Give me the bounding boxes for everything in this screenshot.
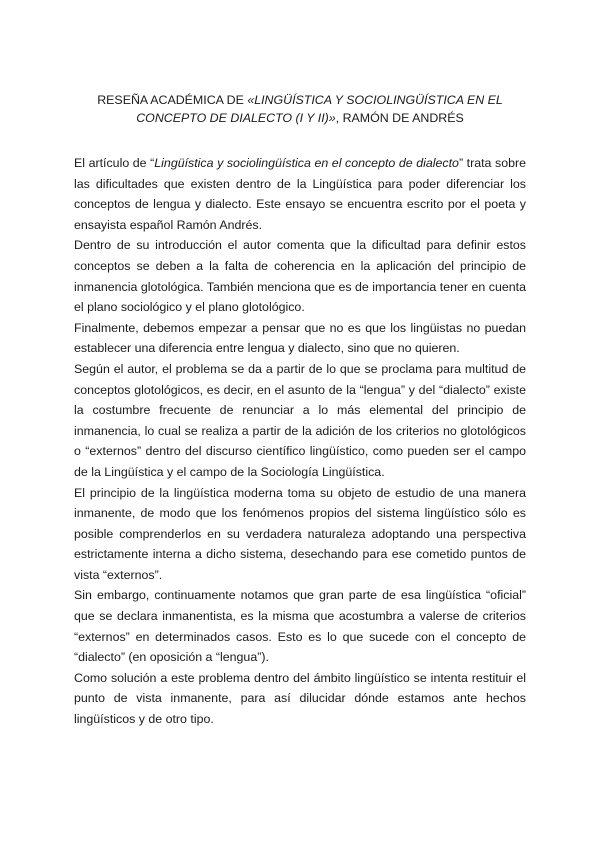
paragraph-4: Según el autor, el problema se da a partir de lo que se proclama para multitud de conceptos glotológicos, es decir, en el asunto de la “lengua” y del “dialecto” existe la costumbre frecuente de renunciar a lo más elemental del principio de inmanencia, lo cual se realiza a partir de la adición de los criterios no glotológicos o “externos” dentro del discurso científico lingüístico, como pueden ser el campo de la Lingüística y el campo de la Sociología Lingüística. — [74, 361, 526, 479]
paragraph-3: Finalmente, debemos empezar a pensar que no es que los lingüistas no puedan establecer una diferencia entre lengua y dialecto, sino que no quieren. — [74, 320, 526, 356]
paragraph-7: Como solución a este problema dentro del ámbito lingüístico se intenta restituir el punto de vista inmanente, para así dilucidar dónde estamos ante hechos lingüísticos y de otro tipo. — [74, 670, 526, 727]
paragraph-2: Dentro de su introducción el autor comenta que la dificultad para definir estos conceptos se deben a la falta de coherencia en la aplicación del principio de inmanencia glotológica. También menciona que es de importancia tener en cuenta el plano sociológico y el plano glotológico. — [74, 238, 526, 315]
document-title — [74, 91, 526, 127]
paragraph-1-post: ” trata sobre las dificultades que existen dentro de la Lingüística para poder diferenciar los conceptos de lengua y dialecto. Este ensayo se encuentra escrito por el poeta y ensayista español Ramón Andrés. — [74, 156, 526, 232]
article-title: Lingüística y sociolingüística en el concepto de dialecto — [154, 156, 459, 170]
title-work: «LINGÜÍSTICA Y SOCIOLINGÜÍSTICA EN EL CONCEPTO DE DIALECTO (I Y II)» — [136, 93, 503, 125]
document-body — [74, 153, 526, 730]
paragraph-1-pre: El artículo de “ — [74, 156, 155, 170]
paragraph-6: Sin embargo, continuamente notamos que gran parte de esa lingüística “oficial” que se declara inmanentista, es la misma que acostumbra a valerse de criterios “externos” en determinados casos. Esto es lo que sucede con el concepto de “dialecto” (en oposición a “lengua”). — [74, 588, 526, 665]
paragraph-5: El principio de la lingüística moderna toma su objeto de estudio de una manera inmanente, de modo que los fenómenos propios del sistema lingüístico sólo es posible comprenderlos en su verdadera naturaleza adoptando una perspectiva estrictamente interna a dicho sistema, desechando para ese cometido puntos de vista “externos”. — [74, 485, 526, 582]
paragraph-1 — [74, 153, 526, 235]
title-author: , RAMÓN DE ANDRÉS — [335, 111, 464, 125]
title-prefix: RESEÑA ACADÉMICA DE — [97, 93, 248, 107]
